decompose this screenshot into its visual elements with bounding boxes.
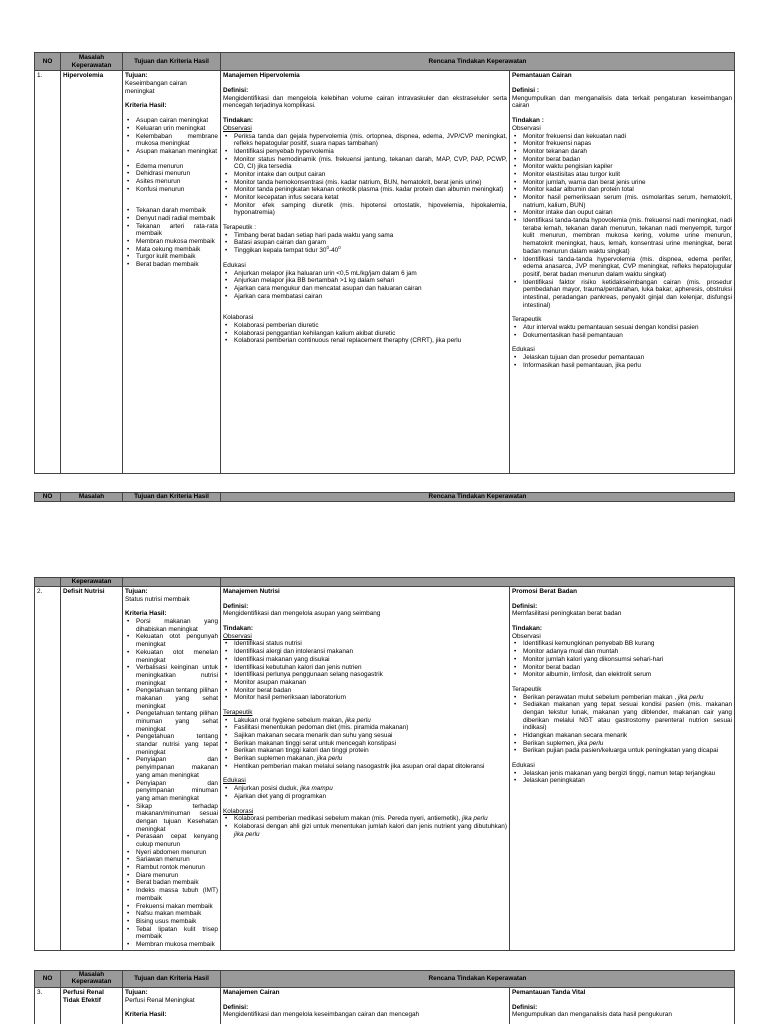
criteria-item: • Verbalisasi keinginan untuk meningkatkan nutrisi meningkat — [125, 664, 218, 687]
list-item: • Identifikasi faktor risiko ketidakseimbangan cairan (mis. prosedur pembedahan mayor, trauma/perdarahan, luka bakar, apheresis, obstruksi intestinal, peradangan pankreas, penyakit ginjal dan kelenjar, disfungsi intestinal) — [512, 279, 732, 310]
list-item: • Monitor frekuensi napas — [512, 140, 732, 148]
goal-label: Tujuan: — [125, 989, 148, 996]
criteria-list-c — [125, 207, 218, 269]
list-item: • Monitor berat badan — [223, 687, 507, 695]
text-part: jika perlu — [677, 693, 704, 701]
list-item: • Periksa tanda dan gejala hypervolemia (mis. ortopnea, dispnea, edema, JVP/CVP meningkat, refleks hepatogular positif, suara napas tambahan) — [223, 133, 507, 148]
criteria-item: • Pengetahuan tentang pilihan makanan yang sehat meningkat — [125, 687, 218, 710]
criteria-label: Kriteria Hasil: — [125, 610, 167, 618]
criteria-item: • Indeks massa tubuh (IMT) membaik — [125, 887, 218, 902]
list-item: • Jelaskan peningkatan — [512, 777, 732, 785]
text-part: Lakukan oral hygiene sebelum makan, — [234, 716, 346, 724]
criteria-item: • Sariawan menurun — [125, 856, 218, 864]
diagnosis-name: Defisit Nutrisi — [61, 587, 123, 951]
list-item: • Identifikasi alergi dan intoleransi makanan — [223, 648, 507, 656]
header-no: NO — [35, 971, 61, 988]
list-item: • Batasi asupan cairan dan garam — [223, 239, 507, 247]
criteria-item: • Membran mukosa membaik — [125, 941, 218, 949]
degree-sup: 0 — [338, 245, 341, 250]
action-label: Tindakan: — [223, 625, 254, 633]
intervention-cell-weight — [510, 587, 735, 951]
definition-text: Mengidentifikasi dan mengelola keseimbangan cairan dan mencegah — [223, 1011, 420, 1019]
observation-label: Observasi — [223, 632, 252, 640]
text-part: Berikan suplemen makanan, — [234, 755, 317, 763]
header-tujuan: Tujuan dan Kriteria Hasil — [123, 971, 221, 988]
criteria-item: • Asupan cairan meningkat — [125, 117, 218, 125]
text-part: jika mampu — [300, 785, 333, 793]
therapeutic-list — [223, 232, 507, 255]
education-list — [512, 770, 732, 785]
list-item — [223, 717, 507, 725]
criteria-item: • Tekanan arteri rata-rata membaik — [125, 223, 218, 238]
education-label: Edukasi — [223, 777, 246, 785]
text-part: Berikan perawatan mulut sebelum pemberian makan , — [523, 693, 678, 701]
intervention-cell-main — [221, 71, 510, 474]
list-item: • Monitor intake dan output cairan — [223, 171, 507, 179]
list-item — [223, 247, 507, 255]
definition-text: Mengumpulkan dan menganalisis data terkait pengaturan keseimbangan cairan — [512, 94, 733, 110]
education-list — [223, 270, 507, 301]
list-item: • Berikan makanan tinggi kalori dan tinggi protein — [223, 747, 507, 755]
criteria-item: • Tebal lipatan kulit trisep membaik — [125, 926, 218, 941]
criteria-item: • Diare menurun — [125, 872, 218, 880]
list-item: • Identifikasi perlunya penggunaan selang nasogastrik — [223, 671, 507, 679]
list-item: • Monitor berat badan — [512, 664, 732, 672]
criteria-item: • Asites menurun — [125, 178, 218, 186]
header-rencana: Rencana Tindakan Keperawatan — [221, 53, 735, 71]
list-item: • Hentikan pemberian makan melalui selang nasogastrik jika asupan oral dapat ditoleransi — [223, 763, 507, 771]
list-item: • Ajarkan cara membatasi cairan — [223, 293, 507, 301]
criteria-item: • Kelembaban membrane mukosa meningkat — [125, 133, 218, 148]
list-item: • Berikan makanan tinggi serat untuk mencegah konstipasi — [223, 740, 507, 748]
definition-text: Memfasilitasi peningkatan berat badan — [512, 610, 622, 618]
criteria-list-b — [125, 163, 218, 194]
definition-label: Definisi: — [512, 602, 538, 610]
list-item: • Kolaborasi penggantian kehilangan kalium akibat diuretic — [223, 330, 507, 338]
criteria-label: Kriteria Hasil: — [125, 102, 167, 110]
intervention-cell-main — [221, 587, 510, 951]
text-part: Anjurkan posisi duduk, — [234, 785, 301, 793]
list-item — [512, 694, 732, 702]
observation-label: Observasi — [512, 124, 541, 132]
list-item: • Identifikasi penyebab hypervolemia — [223, 148, 507, 156]
list-item — [223, 815, 507, 823]
list-item: • Berikan pujian pada pasien/keluarga untuk peningkatan yang dicapai — [512, 747, 732, 755]
criteria-item: • Keluaran urin meningkat — [125, 125, 218, 133]
care-plan-table-2 — [34, 577, 734, 951]
list-item: • Anjurkan melapor jika haluaran urin <0,5 mL/kg/jam dalam 6 jam — [223, 270, 507, 278]
list-item: • Kolaborasi pemberian diuretic — [223, 322, 507, 330]
therapeutic-list — [223, 717, 507, 771]
criteria-item: • Porsi makanan yang dihabiskan meningkat — [125, 618, 218, 633]
goal-cell — [123, 587, 221, 951]
education-list — [223, 785, 507, 800]
list-item: • Monitor hasil pemeriksaan serum (mis. osmolaritas serum, hematokrit, natrium, kalium, BUN) — [512, 194, 732, 209]
definition-label: Definisi : — [512, 87, 539, 95]
criteria-item: • Kekuatan otot pengunyah meningkat — [125, 633, 218, 648]
list-item: • Identifikasi makanan yang disukai — [223, 656, 507, 664]
text-part: jika perlu — [345, 716, 371, 724]
list-item: • Identifikasi kebutuhan kalori dan jenis nutrien — [223, 664, 507, 672]
list-item: • Jelaskan jenis makanan yang bergizi tinggi, namun tetap terjangkau — [512, 770, 732, 778]
collaboration-label: Kolaborasi — [223, 314, 254, 322]
criteria-item: • Frekuensi makan membaik — [125, 903, 218, 911]
row-number: 3. — [35, 988, 61, 1024]
diagnosis-name: Perfusi Renal Tidak Efektif — [61, 988, 123, 1024]
text-part: -40 — [329, 247, 339, 255]
action-label: Tindakan: — [223, 117, 254, 125]
criteria-item: • Asupan makanan meningkat — [125, 148, 218, 156]
text-part: jika perlu — [577, 739, 604, 747]
intervention-title: Manajemen Hipervolemia — [223, 72, 300, 80]
criteria-list — [125, 618, 218, 949]
education-label: Edukasi — [223, 261, 246, 269]
goal-cell — [123, 71, 221, 474]
intervention-cell-main — [221, 988, 510, 1024]
header-no: NO — [35, 493, 61, 502]
criteria-item: • Kekuatan otot menelan meningkat — [125, 649, 218, 664]
definition-label: Definisi: — [223, 602, 249, 610]
row-number: 2. — [35, 587, 61, 951]
observation-label: Observasi — [223, 124, 252, 132]
observation-list — [223, 133, 507, 218]
intervention-title: Pemantauan Tanda Vital — [512, 989, 586, 996]
goal-label: Tujuan: — [125, 588, 148, 595]
care-plan-table-3 — [34, 970, 734, 1024]
list-item: • Monitor waktu pengisian kapiler — [512, 163, 732, 171]
collaboration-list — [223, 815, 507, 838]
criteria-item: • Bising usus membaik — [125, 918, 218, 926]
text-part: Kolaborasi dengan ahli gizi untuk menentukan jumlah kalori dan jenis nutrient yang dibutuhkan) — [234, 822, 507, 830]
intervention-title: Manajemen Nutrisi — [223, 588, 280, 595]
therapeutic-label: Terapeutik — [512, 685, 542, 693]
list-item: • Identifikasi tanda-tanda hypovolemia (mis. frekuensi nadi meningkat, nadi teraba lemah, tekanan darah menurun, tekanan nadi menyempit, turgor kulit menurun, membran mukosa kering, volume urine menurun, hematokrit meningkat, haus, lemah, konsentrasi urine meningkat, berat badan menurun dalam waktu singkat) — [512, 217, 732, 255]
list-item: • Monitor adanya mual dan muntah — [512, 648, 732, 656]
list-item: • Identifikasi status nutrisi — [223, 640, 507, 648]
education-list — [512, 354, 732, 369]
therapeutic-label: Terapeutik : — [223, 224, 257, 232]
criteria-item: • Nyeri abdomen menurun — [125, 849, 218, 857]
header-rencana: Rencana Tindakan Keperawatan — [221, 493, 735, 502]
criteria-item: • Penyiapan dan penyimpanan makanan yang aman meningkat — [125, 756, 218, 779]
intervention-title: Pemantauan Cairan — [512, 72, 572, 80]
goal-text: Keseimbangan cairan meningkat — [125, 80, 187, 95]
text-part: Tinggikan kepala tempat tidur 30 — [234, 247, 327, 255]
criteria-label: Kriteria Hasil: — [125, 1011, 167, 1019]
list-item: • Monitor tanda hemokonsentrasi (mis. kadar natrium, BUN, hematokrit, berat jenis urine) — [223, 179, 507, 187]
list-item: • Monitor kecepatan infus secara ketat — [223, 194, 507, 202]
row-number: 1. — [35, 71, 61, 474]
list-item: • Monitor berat badan — [512, 156, 732, 164]
list-item: • Informasikan hasil pemantauan, jika perlu — [512, 362, 732, 370]
criteria-list-a — [125, 117, 218, 155]
list-item: • Monitor hasil pemeriksaan laboratorium — [223, 694, 507, 702]
collaboration-label: Kolaborasi — [223, 807, 254, 815]
definition-label: Definisi: — [223, 87, 249, 95]
intervention-cell-vitals — [510, 988, 735, 1024]
education-label: Edukasi — [512, 346, 535, 354]
list-item: • Identifikasi kemungkinan penyebab BB kurang — [512, 640, 732, 648]
criteria-item: • Membran mukosa membaik — [125, 238, 218, 246]
list-item: • Monitor tanda peningkatan tekanan onkotik plasma (mis. kadar protein dan albumin meningkat) — [223, 186, 507, 194]
definition-label: Definisi: — [512, 1003, 538, 1011]
list-item: • Monitor kadar albumin dan protein total — [512, 186, 732, 194]
list-item: • Sajikan makanan secara menarik dan suhu yang sesuai — [223, 732, 507, 740]
criteria-item: • Pengetahuan tentang standar nutrisi yang tepat meningkat — [125, 733, 218, 756]
header-masalah: Masalah Keperawatan — [61, 53, 123, 71]
list-item: • Anjurkan melapor jika BB bertambah >1 kg dalam sehari — [223, 277, 507, 285]
list-item: • Monitor asupan makanan — [223, 679, 507, 687]
goal-cell — [123, 988, 221, 1024]
list-item: • Dokumentasikan hasil pemantauan — [512, 332, 732, 340]
criteria-item: • Dehidrasi menurun — [125, 170, 218, 178]
text-part: Kolaborasi pemberian medikasi sebelum makan (mis. Pereda nyeri, antiemetik), — [234, 815, 463, 823]
text-part: jika perlu — [462, 815, 488, 823]
text-part: jika perlu — [316, 755, 343, 763]
list-item: • Timbang berat badan setiap hari pada waktu yang sama — [223, 232, 507, 240]
criteria-item: • Turgor kulit membaik — [125, 253, 218, 261]
list-item: • Monitor tekanan darah — [512, 148, 732, 156]
list-item: • Kolaborasi pemberian continuous renal replacement theraphy (CRRT), jika perlu — [223, 337, 507, 345]
list-item — [223, 785, 507, 793]
care-plan-table-1 — [34, 52, 734, 474]
list-item: • Sediakan makanan yang tepat sesuai kondisi pasien (mis. makanan dengan tekstur lunak, makanan yang diblender, makanan cair yang diberikan melalui NGT atau gastrostomy parenteral nutrion sesuai indikasi) — [512, 701, 732, 732]
page-footer-header — [34, 492, 734, 502]
list-item: • Monitor jumlah, warna dan berat jenis urine — [512, 179, 732, 187]
intervention-cell-monitoring — [510, 71, 735, 474]
criteria-item: • Berat badan membaik — [125, 879, 218, 887]
list-item: • Monitor elastisitas atau turgor kulit — [512, 171, 732, 179]
criteria-item: • Konfusi menurun — [125, 186, 218, 194]
list-item — [223, 755, 507, 763]
degree-sup: 0 — [326, 245, 329, 250]
list-item: • Ajarkan diet yang di programkan — [223, 793, 507, 801]
criteria-item: • Tekanan darah membaik — [125, 207, 218, 215]
list-item: • Monitor frekuensi dan kekuatan nadi — [512, 133, 732, 141]
list-item: • Atur interval waktu pemantauan sesuai dengan kondisi pasien — [512, 324, 732, 332]
text-part: Berikan suplemen, — [523, 739, 578, 747]
intervention-title: Manajemen Cairan — [223, 989, 280, 996]
header-tujuan: Tujuan dan Kriteria Hasil — [123, 493, 221, 502]
list-item: • Hidangkan makanan secara menarik — [512, 732, 732, 740]
therapeutic-list — [512, 694, 732, 756]
list-item: • Monitor status hemodinamik (mis. frekuensi jantung, tekanan darah, MAP, CVP, PAP, PCWP, CO, CI) jika tersedia — [223, 156, 507, 171]
list-item: • Monitor intake dan ouput cairan — [512, 209, 732, 217]
observation-list — [512, 133, 732, 310]
observation-list — [223, 640, 507, 702]
list-item: • Fasilitasi menentukan pedoman diet (mis. piramida makanan) — [223, 724, 507, 732]
observation-list — [512, 640, 732, 678]
list-item: • Monitor efek samping diuretik (mis. hipotensi ortostatik, hipovelemia, hipokalemia, hyponatremia) — [223, 202, 507, 217]
observation-label: Observasi — [512, 632, 541, 640]
collaboration-list — [223, 322, 507, 345]
criteria-item: • Rambut rontok menurun — [125, 864, 218, 872]
intervention-title: Promosi Berat Badan — [512, 588, 577, 595]
definition-text: Mengumpulkan dan menganalisis data hasil pengukuran — [512, 1011, 672, 1019]
header-masalah: Masalah — [61, 493, 123, 502]
criteria-item: • Sikap terhadap makanan/minuman sesuai dengan tujuan Kesehatan meningkat — [125, 803, 218, 834]
therapeutic-list — [512, 324, 732, 339]
list-item: • Monitor jumlah kalori yang dikonsumsi sehari-hari — [512, 656, 732, 664]
criteria-item: • Berat badan membaik — [125, 261, 218, 269]
list-item: • Ajarkan cara mengukur dan mencatat asupan dan haluaran cairan — [223, 285, 507, 293]
criteria-item: • Nafsu makan membaik — [125, 910, 218, 918]
definition-label: Definisi: — [223, 1003, 249, 1011]
definition-text: Mengidentifikasi dan mengelola kelebihan volume cairan intravaskuler dan ekstraseluler serta mencegah terjadinya komplikasi. — [223, 94, 507, 110]
header-masalah: Masalah Keperawatan — [61, 971, 123, 988]
criteria-item: • Pengetahuan tentang pilihan minuman yang sehat meningkat — [125, 710, 218, 733]
header-tujuan: Tujuan dan Kriteria Hasil — [123, 53, 221, 71]
therapeutic-label: Terapeutik — [512, 316, 542, 324]
therapeutic-label: Terapeutik — [223, 708, 253, 716]
goal-label: Tujuan: — [125, 72, 148, 80]
text-part: jika perlu — [234, 830, 260, 838]
list-item: • Jelaskan tujuan dan prosedur pemantauan — [512, 354, 732, 362]
goal-text: Perfusi Renal Meningkat — [125, 996, 195, 1004]
diagnosis-name: Hipervolemia — [61, 71, 123, 474]
list-item — [512, 740, 732, 748]
definition-text: Mengidentifikasi dan mengelola asupan yang seimbang — [223, 610, 381, 618]
list-item: • Identifikasi tanda-tanda hypervolemia (mis. dispnea, edema perifer, edema anasarca, JVP meningkat, CVP meningkat, refleks hepatojugular positif, berat badan menurun dalam waktu singkat) — [512, 256, 732, 279]
header-masalah-cont: Keperawatan — [61, 578, 123, 587]
criteria-item: • Penyiapan dan penyimpanan minuman yang aman meningkat — [125, 780, 218, 803]
header-rencana: Rencana Tindakan Keperawatan — [221, 971, 735, 988]
criteria-item: • Perasaan cepat kenyang cukup menurun — [125, 833, 218, 848]
action-label: Tindakan: — [512, 625, 543, 633]
header-no: NO — [35, 53, 61, 71]
criteria-item: • Edema menurun — [125, 163, 218, 171]
list-item — [223, 823, 507, 838]
criteria-item: • Denyut nadi radial membaik — [125, 215, 218, 223]
goal-text: Status nutrisi membaik — [125, 595, 190, 603]
list-item: • Monitor albumin, limfosit, dan elektrolit serum — [512, 671, 732, 679]
action-label: Tindakan : — [512, 117, 544, 125]
criteria-item: • Mata cekung membaik — [125, 246, 218, 254]
education-label: Edukasi — [512, 762, 535, 770]
